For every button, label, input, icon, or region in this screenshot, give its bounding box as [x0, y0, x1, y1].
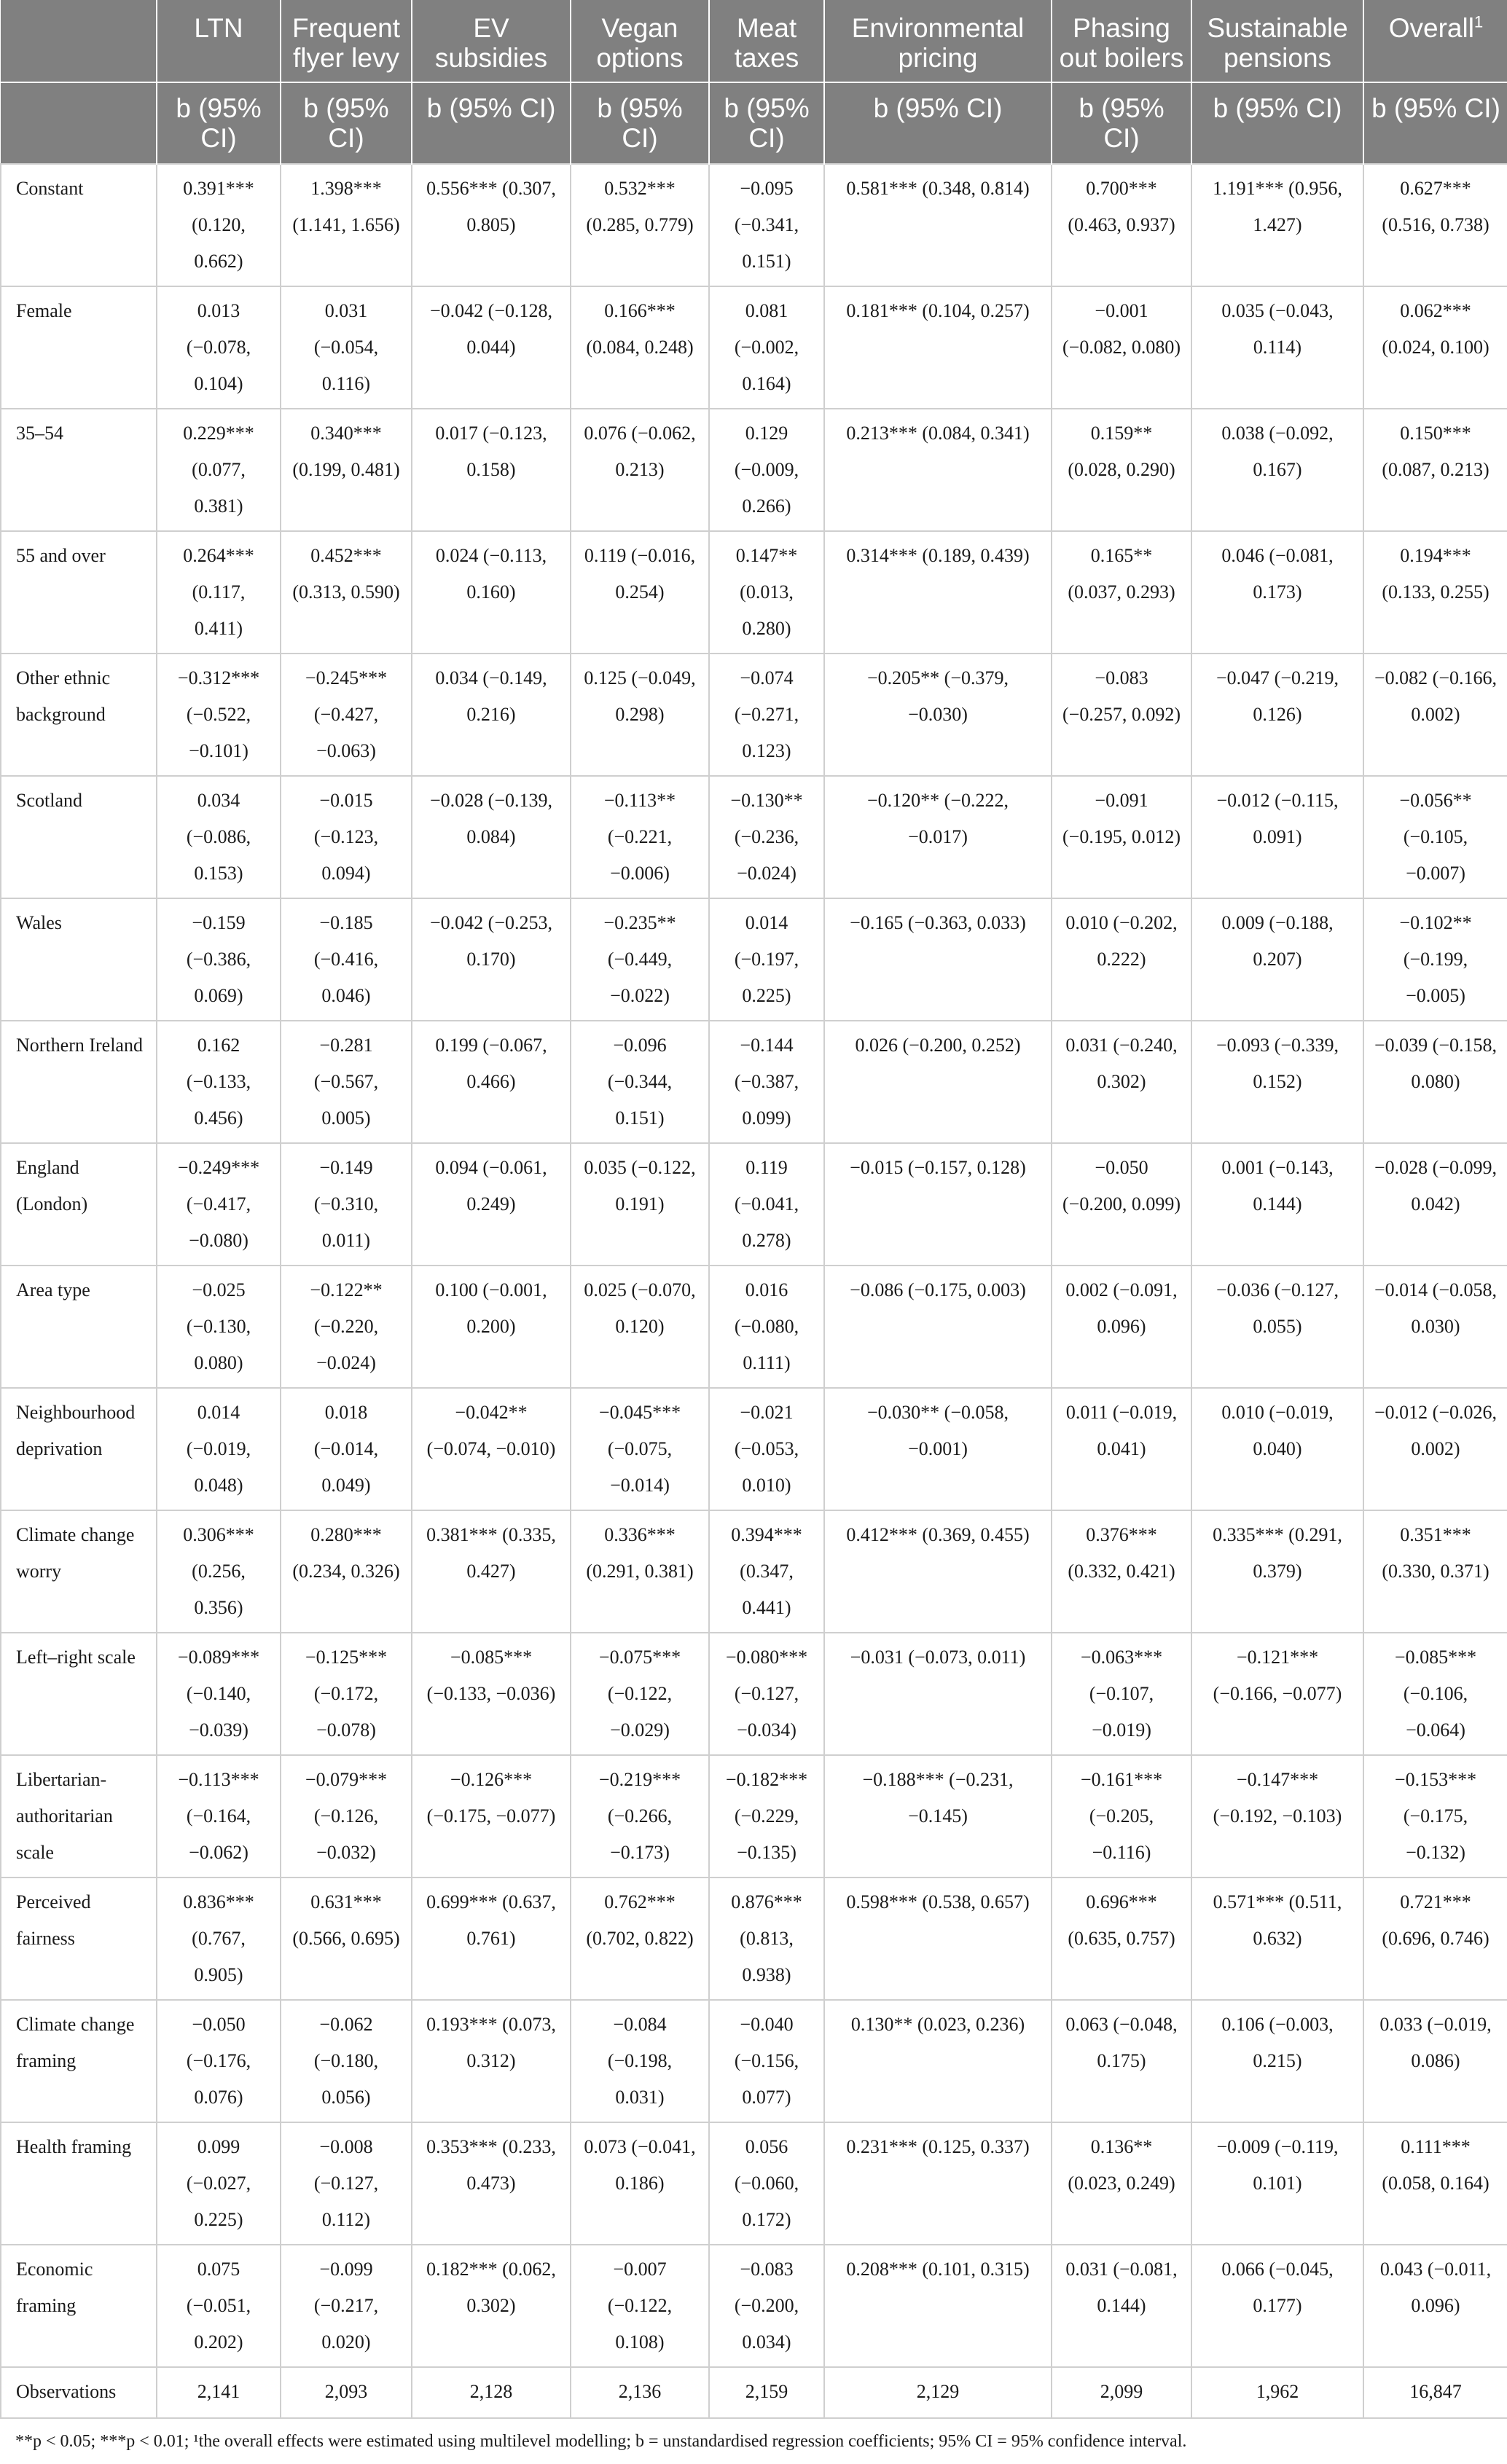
row-label: Neighbourhood deprivation — [1, 1388, 157, 1510]
table-cell: −0.082 (−0.166, 0.002) — [1363, 654, 1507, 776]
table-cell: 1,962 — [1191, 2367, 1363, 2418]
table-cell: 0.119 (−0.016, 0.254) — [571, 531, 709, 654]
table-cell: −0.074 (−0.271, 0.123) — [709, 654, 824, 776]
table-cell: −0.122** (−0.220, −0.024) — [281, 1266, 412, 1388]
table-cell: 0.034 (−0.086, 0.153) — [157, 776, 281, 898]
table-cell: −0.149 (−0.310, 0.011) — [281, 1143, 412, 1266]
table-cell: 0.129 (−0.009, 0.266) — [709, 409, 824, 531]
table-cell: −0.031 (−0.073, 0.011) — [824, 1633, 1052, 1755]
table-cell: −0.161*** (−0.205, −0.116) — [1052, 1755, 1191, 1878]
table-cell: 0.035 (−0.043, 0.114) — [1191, 286, 1363, 409]
table-cell: 0.391*** (0.120, 0.662) — [157, 164, 281, 286]
table-cell: 0.002 (−0.091, 0.096) — [1052, 1266, 1191, 1388]
row-label: Wales — [1, 898, 157, 1021]
row-label: Other ethnic background — [1, 654, 157, 776]
table-cell: −0.079*** (−0.126, −0.032) — [281, 1755, 412, 1878]
table-cell: 0.056 (−0.060, 0.172) — [709, 2122, 824, 2245]
table-cell: 0.010 (−0.202, 0.222) — [1052, 898, 1191, 1021]
table-cell: −0.025 (−0.130, 0.080) — [157, 1266, 281, 1388]
table-cell: −0.130** (−0.236, −0.024) — [709, 776, 824, 898]
table-row — [1, 654, 1507, 776]
table-cell: 2,099 — [1052, 2367, 1191, 2418]
header-phasing-out-boilers: Phasing out boilers — [1052, 0, 1191, 82]
subheader-b-ci: b (95% CI) — [824, 82, 1052, 164]
row-label: Economic framing — [1, 2245, 157, 2367]
table-cell: 0.627*** (0.516, 0.738) — [1363, 164, 1507, 286]
table-cell: −0.095 (−0.341, 0.151) — [709, 164, 824, 286]
table-cell: 0.280*** (0.234, 0.326) — [281, 1510, 412, 1633]
table-cell: 0.721*** (0.696, 0.746) — [1363, 1878, 1507, 2000]
table-cell: 0.699*** (0.637, 0.761) — [412, 1878, 571, 2000]
table-cell: −0.062 (−0.180, 0.056) — [281, 2000, 412, 2122]
table-row — [1, 1755, 1507, 1878]
table-cell: 0.013 (−0.078, 0.104) — [157, 286, 281, 409]
table-cell: 0.063 (−0.048, 0.175) — [1052, 2000, 1191, 2122]
table-cell: 0.076 (−0.062, 0.213) — [571, 409, 709, 531]
table-cell: 0.026 (−0.200, 0.252) — [824, 1021, 1052, 1143]
row-label: Climate change worry — [1, 1510, 157, 1633]
table-cell: 0.046 (−0.081, 0.173) — [1191, 531, 1363, 654]
table-cell: 0.581*** (0.348, 0.814) — [824, 164, 1052, 286]
table-cell: −0.086 (−0.175, 0.003) — [824, 1266, 1052, 1388]
table-cell: 0.099 (−0.027, 0.225) — [157, 2122, 281, 2245]
table-cell: 0.571*** (0.511, 0.632) — [1191, 1878, 1363, 2000]
table-cell: 0.017 (−0.123, 0.158) — [412, 409, 571, 531]
row-label: Observations — [1, 2367, 157, 2418]
table-cell: −0.014 (−0.058, 0.030) — [1363, 1266, 1507, 1388]
table-cell: 0.556*** (0.307, 0.805) — [412, 164, 571, 286]
table-cell: −0.001 (−0.082, 0.080) — [1052, 286, 1191, 409]
table-cell: 0.125 (−0.049, 0.298) — [571, 654, 709, 776]
table-cell: 0.150*** (0.087, 0.213) — [1363, 409, 1507, 531]
overall-footnote-marker: 1 — [1473, 12, 1484, 31]
table-cell: 0.100 (−0.001, 0.200) — [412, 1266, 571, 1388]
table-cell: 0.452*** (0.313, 0.590) — [281, 531, 412, 654]
table-cell: −0.039 (−0.158, 0.080) — [1363, 1021, 1507, 1143]
table-cell: −0.153*** (−0.175, −0.132) — [1363, 1755, 1507, 1878]
row-label: Perceived fairness — [1, 1878, 157, 2000]
table-cell: 0.335*** (0.291, 0.379) — [1191, 1510, 1363, 1633]
table-row — [1, 1143, 1507, 1266]
table-row — [1, 409, 1507, 531]
table-body — [1, 164, 1507, 2418]
table-cell: 0.762*** (0.702, 0.822) — [571, 1878, 709, 2000]
table-cell: 0.147** (0.013, 0.280) — [709, 531, 824, 654]
table-row — [1, 1510, 1507, 1633]
table-cell: 0.014 (−0.197, 0.225) — [709, 898, 824, 1021]
table-cell: 0.038 (−0.092, 0.167) — [1191, 409, 1363, 531]
subheader-blank — [1, 82, 157, 164]
table-cell: −0.028 (−0.139, 0.084) — [412, 776, 571, 898]
table-cell: −0.165 (−0.363, 0.033) — [824, 898, 1052, 1021]
table-cell: 0.231*** (0.125, 0.337) — [824, 2122, 1052, 2245]
table-cell: −0.182*** (−0.229, −0.135) — [709, 1755, 824, 1878]
table-cell: 16,847 — [1363, 2367, 1507, 2418]
table-cell: 0.264*** (0.117, 0.411) — [157, 531, 281, 654]
table-cell: 0.034 (−0.149, 0.216) — [412, 654, 571, 776]
table-cell: 2,159 — [709, 2367, 824, 2418]
table-cell: 2,136 — [571, 2367, 709, 2418]
row-label: Scotland — [1, 776, 157, 898]
table-row — [1, 2245, 1507, 2367]
table-cell: −0.121*** (−0.166, −0.077) — [1191, 1633, 1363, 1755]
row-label: Health framing — [1, 2122, 157, 2245]
table-row — [1, 1021, 1507, 1143]
table-row — [1, 1878, 1507, 2000]
row-label: Constant — [1, 164, 157, 286]
table-cell: 0.010 (−0.019, 0.040) — [1191, 1388, 1363, 1510]
table-cell: 0.062*** (0.024, 0.100) — [1363, 286, 1507, 409]
table-cell: −0.042** (−0.074, −0.010) — [412, 1388, 571, 1510]
header-overall-label: Overall — [1388, 13, 1474, 43]
table-cell: −0.085*** (−0.133, −0.036) — [412, 1633, 571, 1755]
table-cell: 0.631*** (0.566, 0.695) — [281, 1878, 412, 2000]
header-environmental-pricing: Environmental pricing — [824, 0, 1052, 82]
table-cell: −0.185 (−0.416, 0.046) — [281, 898, 412, 1021]
table-cell: 0.035 (−0.122, 0.191) — [571, 1143, 709, 1266]
header-overall — [1363, 0, 1507, 82]
table-cell: 0.016 (−0.080, 0.111) — [709, 1266, 824, 1388]
table-cell: −0.249*** (−0.417, −0.080) — [157, 1143, 281, 1266]
table-cell: −0.007 (−0.122, 0.108) — [571, 2245, 709, 2367]
table-cell: −0.102** (−0.199, −0.005) — [1363, 898, 1507, 1021]
table-cell: 2,093 — [281, 2367, 412, 2418]
table-cell: −0.120** (−0.222, −0.017) — [824, 776, 1052, 898]
table-cell: −0.030** (−0.058, −0.001) — [824, 1388, 1052, 1510]
table-cell: −0.219*** (−0.266, −0.173) — [571, 1755, 709, 1878]
table-cell: 0.024 (−0.113, 0.160) — [412, 531, 571, 654]
row-label: 55 and over — [1, 531, 157, 654]
row-label: Area type — [1, 1266, 157, 1388]
table-cell: 0.162 (−0.133, 0.456) — [157, 1021, 281, 1143]
table-cell: −0.113** (−0.221, −0.006) — [571, 776, 709, 898]
table-row — [1, 2122, 1507, 2245]
table-cell: −0.188*** (−0.231, −0.145) — [824, 1755, 1052, 1878]
table-cell: 0.229*** (0.077, 0.381) — [157, 409, 281, 531]
table-cell: −0.144 (−0.387, 0.099) — [709, 1021, 824, 1143]
table-cell: −0.015 (−0.157, 0.128) — [824, 1143, 1052, 1266]
table-cell: −0.021 (−0.053, 0.010) — [709, 1388, 824, 1510]
table-cell: −0.036 (−0.127, 0.055) — [1191, 1266, 1363, 1388]
table-cell: 0.075 (−0.051, 0.202) — [157, 2245, 281, 2367]
table-cell: 0.700*** (0.463, 0.937) — [1052, 164, 1191, 286]
table-cell: 0.199 (−0.067, 0.466) — [412, 1021, 571, 1143]
table-cell: 0.011 (−0.019, 0.041) — [1052, 1388, 1191, 1510]
table-cell: 2,128 — [412, 2367, 571, 2418]
table-cell: −0.050 (−0.176, 0.076) — [157, 2000, 281, 2122]
header-frequent-flyer-levy: Frequent flyer levy — [281, 0, 412, 82]
subheader-b-ci: b (95% CI) — [281, 82, 412, 164]
table-cell: 0.213*** (0.084, 0.341) — [824, 409, 1052, 531]
table-cell: 0.532*** (0.285, 0.779) — [571, 164, 709, 286]
table-cell: 0.876*** (0.813, 0.938) — [709, 1878, 824, 2000]
table-row — [1, 1388, 1507, 1510]
table-cell: 0.009 (−0.188, 0.207) — [1191, 898, 1363, 1021]
table-cell: 1.191*** (0.956, 1.427) — [1191, 164, 1363, 286]
row-label: Left–right scale — [1, 1633, 157, 1755]
table-cell: −0.091 (−0.195, 0.012) — [1052, 776, 1191, 898]
table-cell: −0.083 (−0.257, 0.092) — [1052, 654, 1191, 776]
table-cell: −0.126*** (−0.175, −0.077) — [412, 1755, 571, 1878]
table-cell: −0.042 (−0.128, 0.044) — [412, 286, 571, 409]
table-cell: 0.043 (−0.011, 0.096) — [1363, 2245, 1507, 2367]
table-cell: 0.376*** (0.332, 0.421) — [1052, 1510, 1191, 1633]
column-header-row — [1, 0, 1507, 82]
table-row — [1, 286, 1507, 409]
table-cell: −0.089*** (−0.140, −0.039) — [157, 1633, 281, 1755]
table-cell: −0.235** (−0.449, −0.022) — [571, 898, 709, 1021]
table-cell: 0.033 (−0.019, 0.086) — [1363, 2000, 1507, 2122]
table-cell: −0.012 (−0.115, 0.091) — [1191, 776, 1363, 898]
table-cell: 0.381*** (0.335, 0.427) — [412, 1510, 571, 1633]
table-row — [1, 1266, 1507, 1388]
table-cell: 0.159** (0.028, 0.290) — [1052, 409, 1191, 531]
table-cell: −0.312*** (−0.522, −0.101) — [157, 654, 281, 776]
table-cell: 0.031 (−0.240, 0.302) — [1052, 1021, 1191, 1143]
table-cell: −0.147*** (−0.192, −0.103) — [1191, 1755, 1363, 1878]
table-cell: −0.075*** (−0.122, −0.029) — [571, 1633, 709, 1755]
table-cell: 0.394*** (0.347, 0.441) — [709, 1510, 824, 1633]
table-cell: −0.084 (−0.198, 0.031) — [571, 2000, 709, 2122]
table-cell: 0.836*** (0.767, 0.905) — [157, 1878, 281, 2000]
table-cell: 0.031 (−0.054, 0.116) — [281, 286, 412, 409]
header-sustainable-pensions: Sustainable pensions — [1191, 0, 1363, 82]
table-cell: −0.056** (−0.105, −0.007) — [1363, 776, 1507, 898]
table-cell: −0.015 (−0.123, 0.094) — [281, 776, 412, 898]
table-cell: −0.047 (−0.219, 0.126) — [1191, 654, 1363, 776]
table-cell: −0.085*** (−0.106, −0.064) — [1363, 1633, 1507, 1755]
table-cell: 0.696*** (0.635, 0.757) — [1052, 1878, 1191, 2000]
table-cell: −0.009 (−0.119, 0.101) — [1191, 2122, 1363, 2245]
row-label: Climate change framing — [1, 2000, 157, 2122]
table-cell: 0.182*** (0.062, 0.302) — [412, 2245, 571, 2367]
table-cell: 0.306*** (0.256, 0.356) — [157, 1510, 281, 1633]
table-cell: 0.314*** (0.189, 0.439) — [824, 531, 1052, 654]
table-footnote: **p < 0.05; ***p < 0.01; ¹the overall effects were estimated using multilevel modelling; b = unstandardised regression coefficients; 95% CI = 95% confidence interval. — [15, 2432, 1187, 2451]
table-cell: 0.014 (−0.019, 0.048) — [157, 1388, 281, 1510]
table-cell: 0.336*** (0.291, 0.381) — [571, 1510, 709, 1633]
footnote-row — [1, 2418, 1507, 2464]
table-cell: 1.398*** (1.141, 1.656) — [281, 164, 412, 286]
table-cell: −0.080*** (−0.127, −0.034) — [709, 1633, 824, 1755]
table-row — [1, 2000, 1507, 2122]
subheader-b-ci: b (95% CI) — [571, 82, 709, 164]
subheader-b-ci: b (95% CI) — [157, 82, 281, 164]
header-ltn: LTN — [157, 0, 281, 82]
table-cell: 0.081 (−0.002, 0.164) — [709, 286, 824, 409]
table-row — [1, 164, 1507, 286]
subheader-row — [1, 82, 1507, 164]
row-label: Libertarian-authoritarian scale — [1, 1755, 157, 1878]
table-cell: −0.050 (−0.200, 0.099) — [1052, 1143, 1191, 1266]
table-cell: 0.066 (−0.045, 0.177) — [1191, 2245, 1363, 2367]
table-cell: 0.073 (−0.041, 0.186) — [571, 2122, 709, 2245]
subheader-b-ci: b (95% CI) — [1052, 82, 1191, 164]
table-cell: 0.340*** (0.199, 0.481) — [281, 409, 412, 531]
table-cell: 0.119 (−0.041, 0.278) — [709, 1143, 824, 1266]
table-cell: −0.281 (−0.567, 0.005) — [281, 1021, 412, 1143]
table-row — [1, 531, 1507, 654]
table-cell: 0.208*** (0.101, 0.315) — [824, 2245, 1052, 2367]
table-cell: 0.130** (0.023, 0.236) — [824, 2000, 1052, 2122]
table-cell: −0.093 (−0.339, 0.152) — [1191, 1021, 1363, 1143]
table-cell: −0.113*** (−0.164, −0.062) — [157, 1755, 281, 1878]
table-cell: −0.125*** (−0.172, −0.078) — [281, 1633, 412, 1755]
table-header — [1, 0, 1507, 164]
table-cell: 2,141 — [157, 2367, 281, 2418]
table-cell: 0.136** (0.023, 0.249) — [1052, 2122, 1191, 2245]
subheader-b-ci: b (95% CI) — [412, 82, 571, 164]
subheader-b-ci: b (95% CI) — [709, 82, 824, 164]
subheader-b-ci: b (95% CI) — [1363, 82, 1507, 164]
table-cell: −0.063*** (−0.107, −0.019) — [1052, 1633, 1191, 1755]
table-cell: −0.245*** (−0.427, −0.063) — [281, 654, 412, 776]
table-cell: 0.018 (−0.014, 0.049) — [281, 1388, 412, 1510]
table-cell: 0.193*** (0.073, 0.312) — [412, 2000, 571, 2122]
table-cell: 0.106 (−0.003, 0.215) — [1191, 2000, 1363, 2122]
table-cell: 0.094 (−0.061, 0.249) — [412, 1143, 571, 1266]
table-cell: −0.040 (−0.156, 0.077) — [709, 2000, 824, 2122]
table-cell: 0.598*** (0.538, 0.657) — [824, 1878, 1052, 2000]
table-row — [1, 776, 1507, 898]
table-row — [1, 1633, 1507, 1755]
table-cell: 0.025 (−0.070, 0.120) — [571, 1266, 709, 1388]
table-cell: 0.031 (−0.081, 0.144) — [1052, 2245, 1191, 2367]
header-vegan-options: Vegan options — [571, 0, 709, 82]
table-cell: −0.099 (−0.217, 0.020) — [281, 2245, 412, 2367]
table-cell: 0.412*** (0.369, 0.455) — [824, 1510, 1052, 1633]
row-label: England (London) — [1, 1143, 157, 1266]
table-cell: −0.159 (−0.386, 0.069) — [157, 898, 281, 1021]
row-label: Female — [1, 286, 157, 409]
table-row — [1, 2367, 1507, 2418]
table-cell: 0.194*** (0.133, 0.255) — [1363, 531, 1507, 654]
subheader-b-ci: b (95% CI) — [1191, 82, 1363, 164]
row-label: Northern Ireland — [1, 1021, 157, 1143]
table-cell: 2,129 — [824, 2367, 1052, 2418]
table-cell: −0.045*** (−0.075, −0.014) — [571, 1388, 709, 1510]
table-cell: −0.096 (−0.344, 0.151) — [571, 1021, 709, 1143]
table-cell: 0.351*** (0.330, 0.371) — [1363, 1510, 1507, 1633]
header-ev-subsidies: EV subsidies — [412, 0, 571, 82]
table-cell: 0.165** (0.037, 0.293) — [1052, 531, 1191, 654]
table-cell: −0.042 (−0.253, 0.170) — [412, 898, 571, 1021]
table-cell: −0.205** (−0.379, −0.030) — [824, 654, 1052, 776]
header-blank — [1, 0, 157, 82]
table-cell: 0.181*** (0.104, 0.257) — [824, 286, 1052, 409]
table-cell: −0.028 (−0.099, 0.042) — [1363, 1143, 1507, 1266]
table-cell: 0.001 (−0.143, 0.144) — [1191, 1143, 1363, 1266]
table-cell: 0.111*** (0.058, 0.164) — [1363, 2122, 1507, 2245]
table-cell: 0.353*** (0.233, 0.473) — [412, 2122, 571, 2245]
table-cell: −0.083 (−0.200, 0.034) — [709, 2245, 824, 2367]
row-label: 35–54 — [1, 409, 157, 531]
header-meat-taxes: Meat taxes — [709, 0, 824, 82]
table-cell: 0.166*** (0.084, 0.248) — [571, 286, 709, 409]
table-cell: −0.008 (−0.127, 0.112) — [281, 2122, 412, 2245]
table-cell: −0.012 (−0.026, 0.002) — [1363, 1388, 1507, 1510]
table-row — [1, 898, 1507, 1021]
